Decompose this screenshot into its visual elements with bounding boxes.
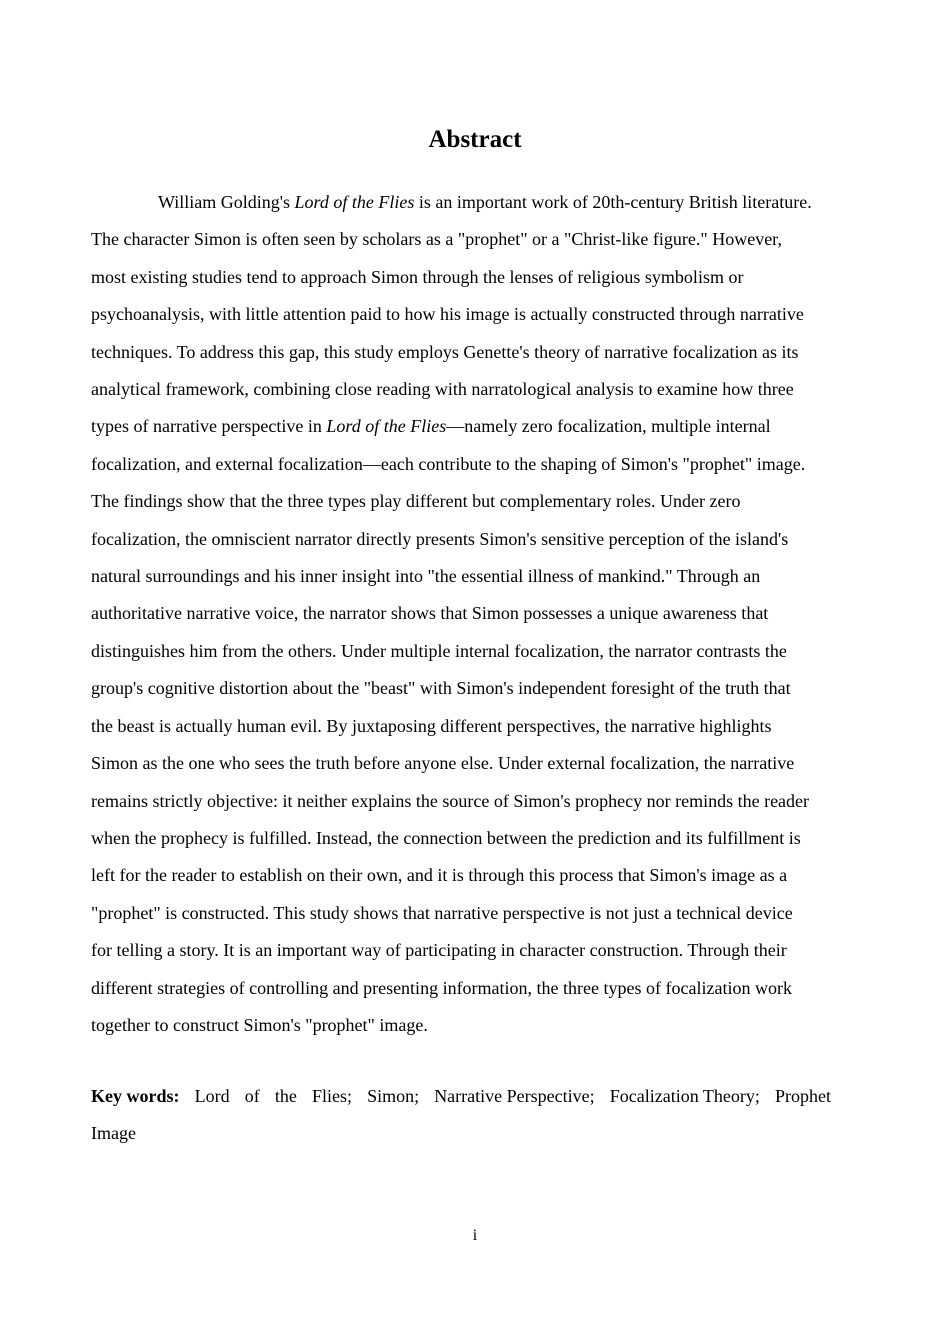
abstract-text: William Golding's: [158, 192, 295, 212]
keyword-term: Simon;: [367, 1086, 420, 1106]
keyword-term: the: [274, 1086, 297, 1106]
abstract-text: for telling a story. It is an important way of participating in character construction. Through their: [91, 940, 787, 961]
abstract-line: [91, 745, 859, 782]
abstract-text: remains strictly objective: it neither explains the source of Simon's prophecy nor reminds the reader: [91, 790, 810, 811]
abstract-line: [91, 296, 859, 333]
abstract-text: analytical framework, combining close reading with narratological analysis to examine how three: [91, 379, 794, 400]
keyword-term: Narrative Perspective;: [434, 1086, 595, 1106]
book-title: Lord of the Flies: [294, 192, 415, 212]
abstract-line: [91, 783, 859, 820]
abstract-line: [91, 895, 859, 932]
keyword-term: Prophet: [774, 1086, 831, 1106]
abstract-text: "prophet" is constructed. This study shows that narrative perspective is not just a technical device: [91, 902, 793, 923]
abstract-text: when the prophecy is fulfilled. Instead, the connection between the prediction and its fulfillment is: [91, 827, 801, 848]
abstract-text: left for the reader to establish on their own, and it is through this process that Simon's image as a: [91, 865, 788, 886]
abstract-text: types of narrative perspective in: [91, 416, 327, 437]
abstract-line: [91, 334, 859, 371]
abstract-text: techniques. To address this gap, this study employs Genette's theory of narrative focalization as its: [91, 341, 799, 362]
keyword-term: Focalization Theory;: [609, 1086, 760, 1106]
abstract-line: [91, 259, 859, 296]
abstract-line: [91, 970, 859, 1007]
abstract-line: [91, 1007, 859, 1044]
abstract-text: authoritative narrative voice, the narrator shows that Simon possesses a unique awareness that: [91, 603, 769, 624]
abstract-text: distinguishes him from the others. Under multiple internal focalization, the narrator contrasts the: [91, 640, 787, 661]
keywords-line: Image: [91, 1123, 136, 1144]
abstract-line: [91, 633, 859, 670]
keyword-term: Lord: [194, 1086, 230, 1106]
abstract-text: natural surroundings and his inner insight into "the essential illness of mankind." Through an: [91, 566, 761, 587]
abstract-text: focalization, the omniscient narrator directly presents Simon's sensitive perception of the island's: [91, 528, 789, 549]
abstract-line: [91, 221, 859, 258]
abstract-line: [91, 408, 859, 445]
abstract-text: The character Simon is often seen by scholars as a "prophet" or a "Christ-like figure." However,: [91, 229, 782, 250]
abstract-text: The findings show that the three types play different but complementary roles. Under zero: [91, 491, 741, 512]
abstract-line: [91, 595, 859, 632]
abstract-line: [91, 857, 859, 894]
abstract-text: different strategies of controlling and presenting information, the three types of focalization work: [91, 977, 792, 998]
page-title: Abstract: [428, 126, 522, 153]
abstract-line: [91, 670, 859, 707]
abstract-line: [91, 708, 859, 745]
abstract-text: most existing studies tend to approach Simon through the lenses of religious symbolism or: [91, 266, 744, 287]
keyword-term: of: [244, 1086, 260, 1106]
abstract-line: [91, 932, 859, 969]
abstract-line: [91, 371, 859, 408]
abstract-line: [91, 483, 859, 520]
abstract-text: Simon as the one who sees the truth before anyone else. Under external focalization, the narrative: [91, 753, 795, 774]
abstract-line: [91, 521, 859, 558]
abstract-paragraph: [91, 184, 859, 1044]
abstract-text: is an important work of 20th-century British literature.: [414, 192, 812, 212]
abstract-text: psychoanalysis, with little attention paid to how his image is actually constructed through narrative: [91, 304, 804, 325]
abstract-text: group's cognitive distortion about the "beast" with Simon's independent foresight of the truth that: [91, 678, 791, 699]
keyword-term: Flies;: [311, 1086, 352, 1106]
keywords-label: Key words:: [91, 1086, 180, 1106]
abstract-line: [91, 184, 859, 221]
abstract-line: [91, 558, 859, 595]
abstract-line: [91, 820, 859, 857]
abstract-text: the beast is actually human evil. By juxtaposing different perspectives, the narrative highlights: [91, 715, 772, 736]
book-title: Lord of the Flies: [326, 416, 447, 437]
abstract-text: focalization, and external focalization—each contribute to the shaping of Simon's "prophet" image.: [91, 453, 806, 474]
keywords-section: [91, 1078, 831, 1153]
abstract-text: together to construct Simon's "prophet" image.: [91, 1014, 428, 1035]
abstract-line: [91, 446, 859, 483]
abstract-text: —namely zero focalization, multiple internal: [446, 416, 771, 437]
keywords-line: [91, 1078, 831, 1115]
page-number: i: [472, 1227, 478, 1244]
